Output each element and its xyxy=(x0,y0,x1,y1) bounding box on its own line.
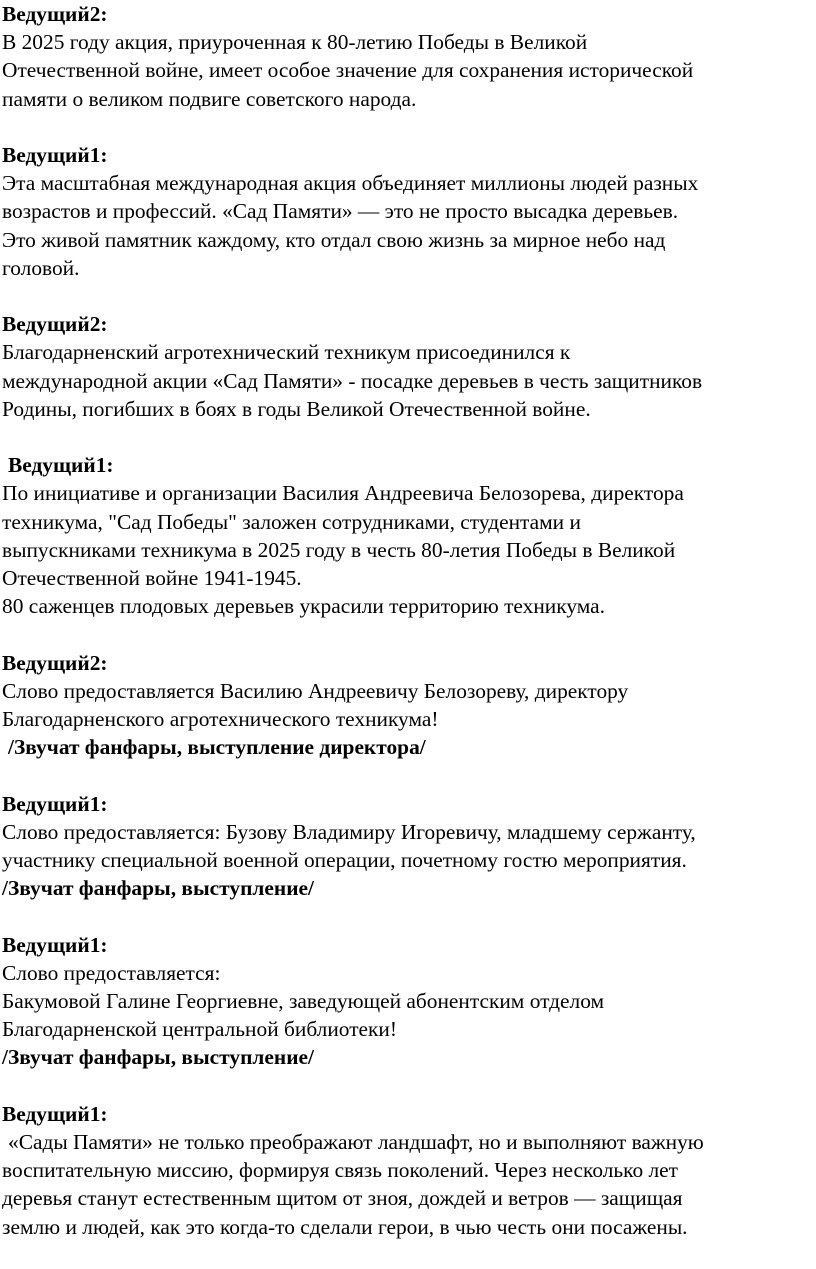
speech-block xyxy=(2,310,814,423)
speech-line: возрастов и профессий. «Сад Памяти» — это не просто высадка деревьев. xyxy=(2,199,679,224)
speech-line: Благодарненской центральной библиотеки! xyxy=(2,1017,398,1042)
speech-line: памяти о великом подвиге советского народа. xyxy=(2,86,417,111)
speech-line: Благодарненский агротехнический техникум присоединился к xyxy=(2,340,571,365)
speech-line: Бакумовой Галине Георгиевне, заведующей абонентским отделом xyxy=(2,989,605,1014)
speech-line: «Сады Памяти» не только преображают ландшафт, но и выполняют важную xyxy=(8,1130,704,1155)
speech-line: Слово предоставляется: xyxy=(2,960,221,985)
speaker-label: Ведущий2: xyxy=(2,2,108,26)
speech-block xyxy=(2,790,814,903)
speech-line: Отечественной войне, имеет особое значение для сохранения исторической xyxy=(2,58,694,83)
speech-line: деревья станут естественным щитом от зноя, дождей и ветров — защищая xyxy=(2,1186,683,1211)
speech-line: По инициативе и организации Василия Андреевича Белозорева, директора xyxy=(2,481,684,506)
speech-line: участнику специальной военной операции, почетному гостю мероприятия. xyxy=(2,848,687,873)
speech-line: выпускниками техникума в 2025 году в честь 80-летия Победы в Великой xyxy=(2,537,676,562)
speech-line: Родины, погибших в боях в годы Великой Отечественной войне. xyxy=(2,396,591,421)
speaker-label: Ведущий1: xyxy=(2,791,108,816)
stage-direction: /Звучат фанфары, выступление/ xyxy=(2,1045,314,1070)
document-body xyxy=(2,0,814,1269)
speech-line: международной акции «Сад Памяти» - посадке деревьев в честь защитников xyxy=(2,368,703,393)
speech-line: воспитательную миссию, формируя связь поколений. Через несколько лет xyxy=(2,1158,679,1183)
speaker-label: Ведущий1: xyxy=(8,453,114,478)
speech-line: Благодарненского агротехнического техникума! xyxy=(2,707,439,732)
stage-direction: /Звучат фанфары, выступление директора/ xyxy=(8,735,426,760)
speaker-label: Ведущий1: xyxy=(2,143,108,167)
speech-block xyxy=(2,1100,814,1241)
speech-line: Слово предоставляется: Бузову Владимиру Игоревичу, младшему сержанту, xyxy=(2,819,696,844)
speech-block xyxy=(2,0,814,113)
speech-block xyxy=(2,141,814,282)
speech-line: Это живой памятник каждому, кто отдал свою жизнь за мирное небо над xyxy=(2,227,666,252)
speech-line: Слово предоставляется Василию Андреевичу Белозореву, директору xyxy=(2,678,629,703)
speech-line: Эта масштабная международная акция объединяет миллионы людей разных xyxy=(2,171,699,196)
speaker-label: Ведущий2: xyxy=(2,650,108,675)
speech-block xyxy=(2,931,814,1072)
speech-line: В 2025 году акция, приуроченная к 80-летию Победы в Великой xyxy=(2,30,588,55)
speaker-label: Ведущий1: xyxy=(2,932,108,957)
speaker-label: Ведущий2: xyxy=(2,312,108,337)
speech-line: землю и людей, как это когда-то сделали герои, в чью честь они посажены. xyxy=(2,1214,688,1239)
speech-line: головой. xyxy=(2,255,80,280)
speech-line: техникума, "Сад Победы" заложен сотрудниками, студентами и xyxy=(2,509,581,534)
speech-block xyxy=(2,649,814,762)
speech-line: 80 саженцев плодовых деревьев украсили территорию техникума. xyxy=(2,594,605,619)
speech-block xyxy=(2,451,814,620)
stage-direction: /Звучат фанфары, выступление/ xyxy=(2,876,314,901)
speech-line: Отечественной войне 1941-1945. xyxy=(2,566,302,591)
speaker-label: Ведущий1: xyxy=(2,1101,108,1126)
